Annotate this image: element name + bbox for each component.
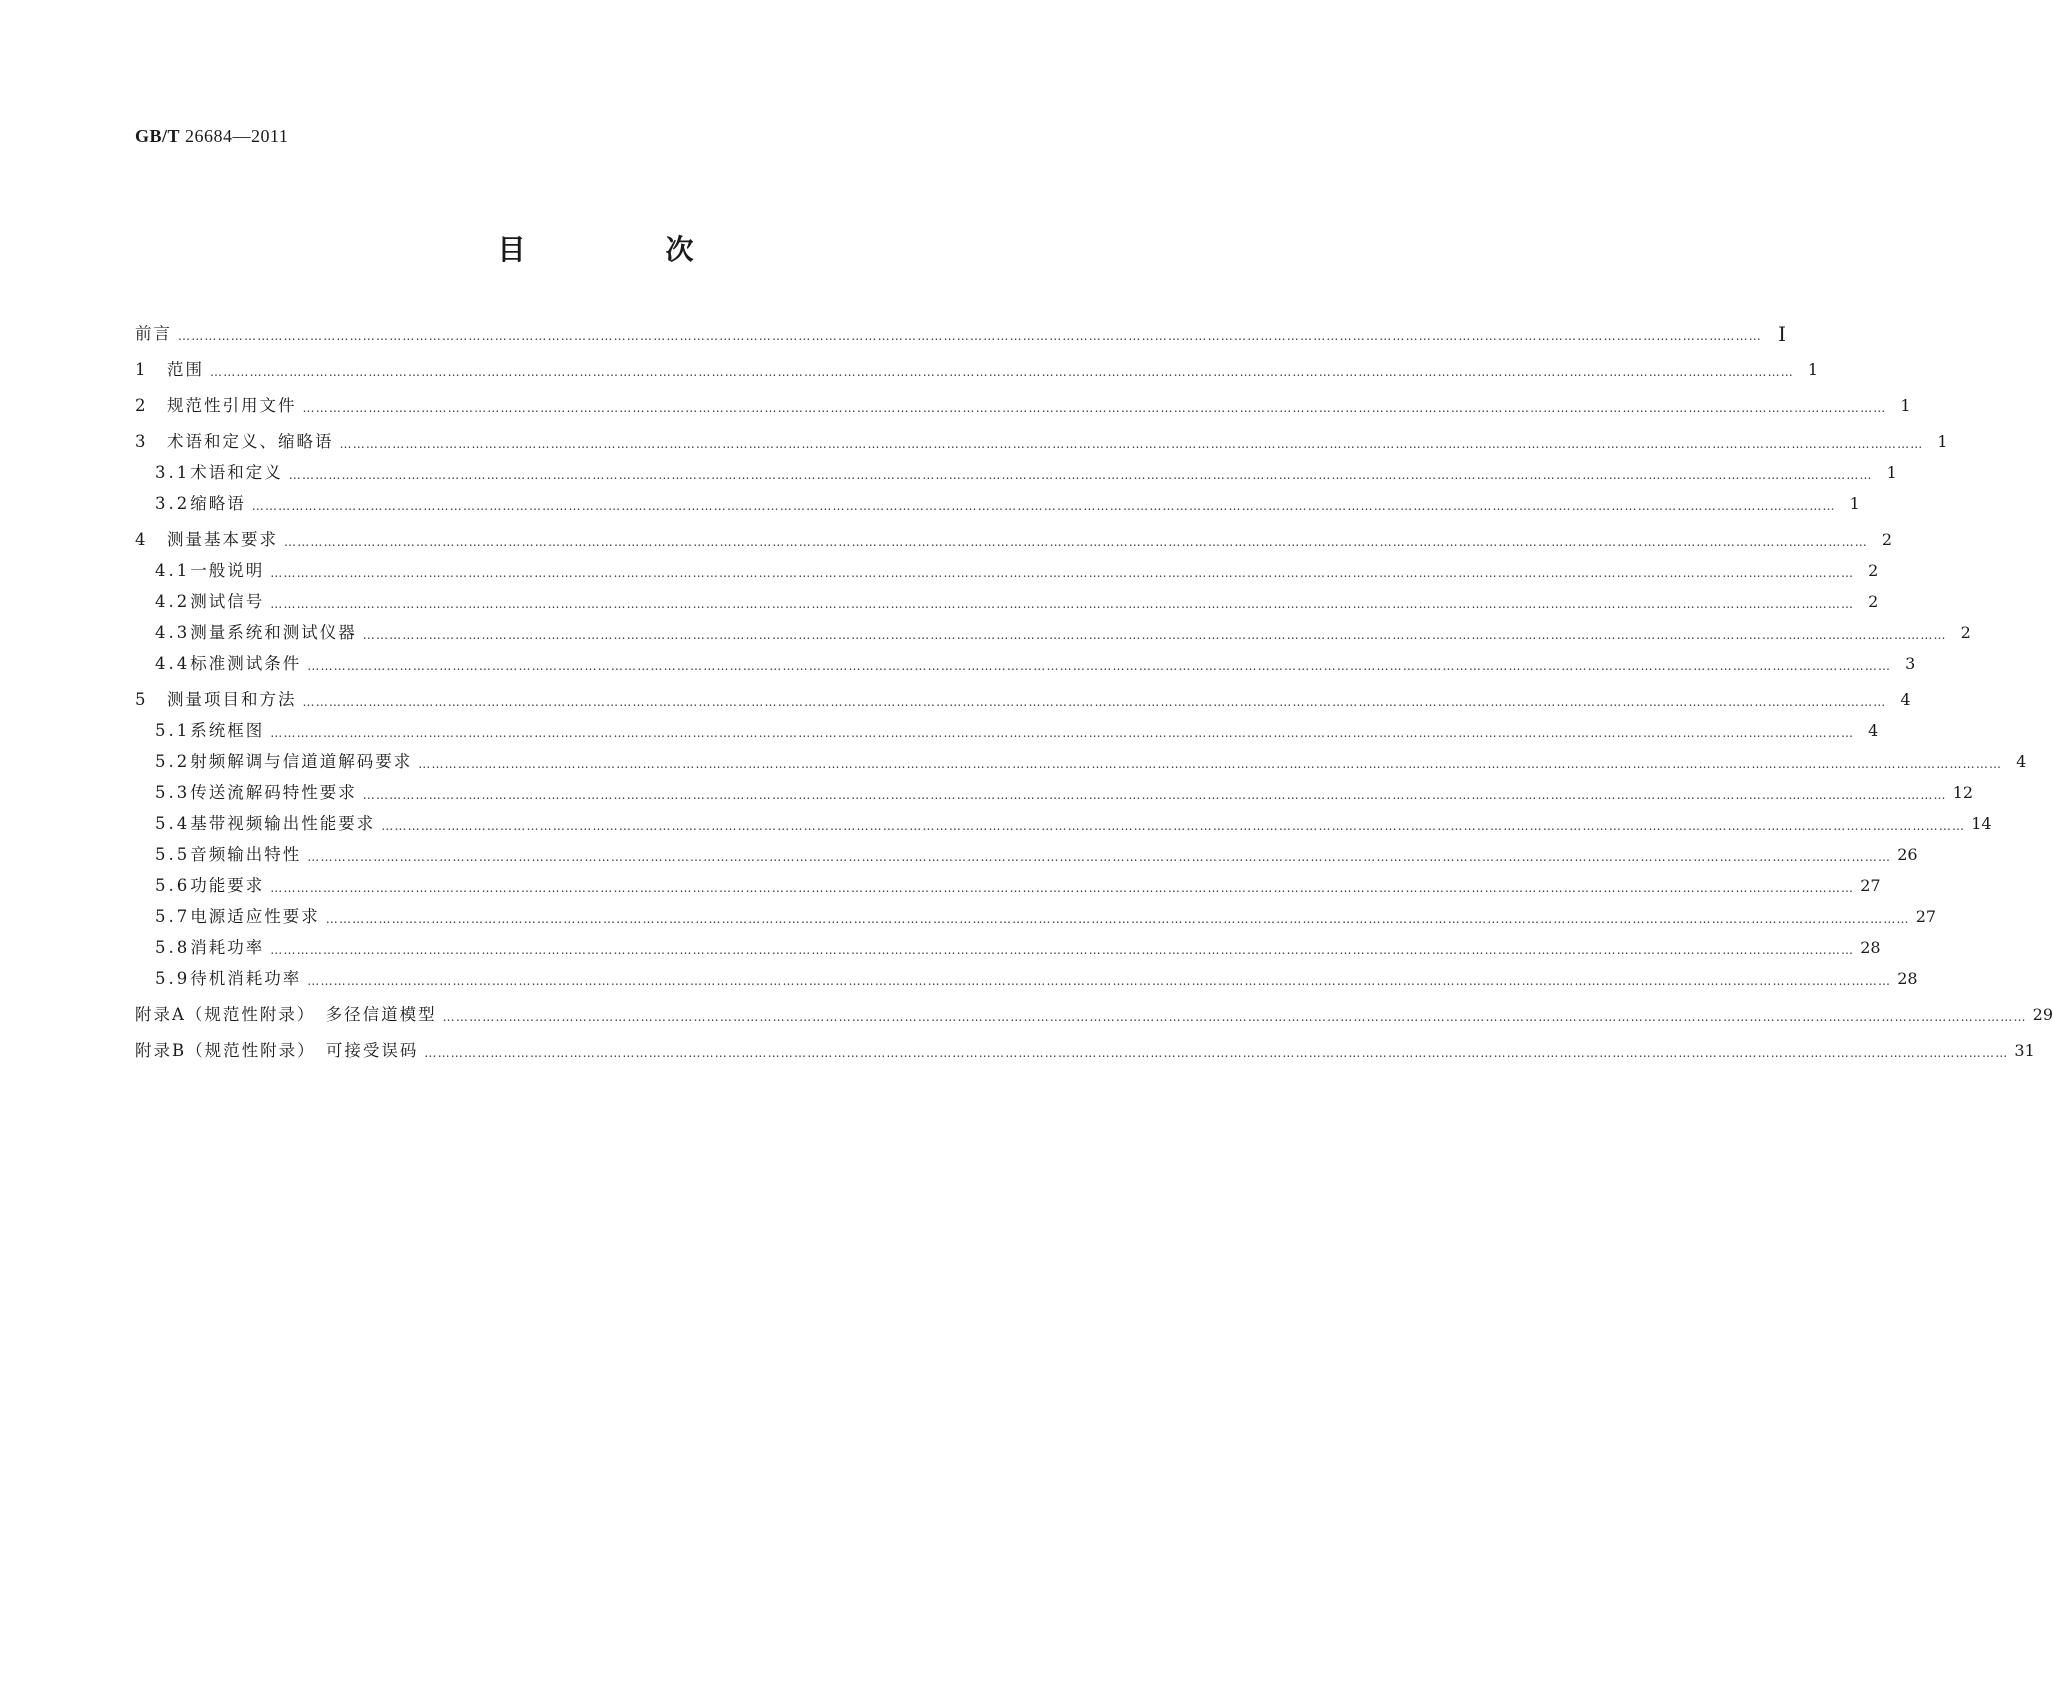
document-code-number: 26684—2011 [185, 126, 289, 146]
toc-entry-label: 前言 [135, 324, 172, 343]
document-code-prefix: GB/T [135, 126, 181, 146]
toc-entry-label: 基带视频输出性能要求 [190, 814, 376, 833]
toc-entry-page: 2 [1960, 623, 1971, 642]
toc-entry[interactable] [135, 396, 1911, 416]
toc-entry-number: 4.4 [155, 654, 191, 673]
toc-entry-number: 3.1 [155, 463, 191, 482]
toc-entry-label: 附录B（规范性附录） 可接受误码 [135, 1041, 419, 1060]
toc-entry-number: 4.2 [155, 592, 191, 611]
toc-entry-number: 5 [135, 690, 149, 709]
toc-entry-label: 传送流解码特性要求 [190, 783, 357, 802]
toc-entry-number: 5.9 [155, 969, 191, 988]
toc-entry-number: 5.1 [155, 721, 191, 740]
toc-dot-leader: ……………………………………………………………………………………………………………………………………………………………………………………………………………………………………………………………………………………………………………………………… [270, 881, 1855, 895]
toc-entry-label: 消耗功率 [190, 938, 265, 957]
toc-entry-number: 5.4 [155, 814, 191, 833]
toc-dot-leader: ……………………………………………………………………………………………………………………………………………………………………………………………………………………………………………………………………………………………………………………………… [307, 850, 1892, 864]
toc-entry-page: 28 [1897, 969, 1918, 988]
toc-entry[interactable] [135, 360, 1818, 380]
toc-entry-label: 电源适应性要求 [190, 907, 320, 926]
toc-dot-leader: ……………………………………………………………………………………………………………………………………………………………………………………………………………………………………………………………………………………………………………………………… [270, 566, 1855, 580]
toc-entry-page: Ⅰ [1778, 322, 1786, 346]
toc-dot-leader: ……………………………………………………………………………………………………………………………………………………………………………………………………………………………………………………………………………………………………………………………… [325, 912, 1910, 926]
toc-entry[interactable] [135, 623, 1971, 643]
toc-entry-page: 4 [1900, 690, 1911, 709]
toc-entry[interactable] [135, 432, 1948, 452]
toc-dot-leader: ……………………………………………………………………………………………………………………………………………………………………………………………………………………………………………………………………………………………………………………………… [270, 943, 1855, 957]
toc-entry[interactable] [135, 654, 1916, 674]
toc-entry-page: 27 [1860, 876, 1881, 895]
toc-entry-label: 术语和定义 [190, 463, 283, 482]
toc-entry[interactable] [135, 592, 1879, 612]
toc-dot-leader: ……………………………………………………………………………………………………………………………………………………………………………………………………………………………………………………………………………………………………………………………… [307, 659, 1892, 673]
toc-entry-number: 4.3 [155, 623, 191, 642]
toc-dot-leader: ……………………………………………………………………………………………………………………………………………………………………………………………………………………………………………………………………………………………………………………………… [302, 401, 1887, 415]
toc-entry-label: 测量项目和方法 [167, 690, 297, 709]
toc-dot-leader: ……………………………………………………………………………………………………………………………………………………………………………………………………………………………………………………………………………………………………………………………… [442, 1010, 2027, 1024]
toc-entry-label: 测试信号 [190, 592, 265, 611]
toc-entry[interactable] [135, 969, 1918, 989]
toc-entry-label: 规范性引用文件 [167, 396, 297, 415]
toc-entry-page: 1 [1886, 463, 1897, 482]
toc-entry-number: 5.8 [155, 938, 191, 957]
toc-dot-leader: ……………………………………………………………………………………………………………………………………………………………………………………………………………………………………………………………………………………………………………………………… [270, 726, 1855, 740]
toc-dot-leader: ……………………………………………………………………………………………………………………………………………………………………………………………………………………………………………………………………………………………………………………………… [270, 597, 1855, 611]
toc-entry-page: 12 [1952, 783, 1974, 802]
toc-entry[interactable] [135, 530, 1892, 550]
toc-entry-page: 3 [1905, 654, 1916, 673]
toc-entry-label: 一般说明 [190, 561, 265, 580]
toc-entry-label: 系统框图 [190, 721, 265, 740]
toc-dot-leader: ……………………………………………………………………………………………………………………………………………………………………………………………………………………………………………………………………………………………………………………………… [251, 499, 1836, 513]
toc-entry-number: 3 [135, 432, 149, 451]
toc-entry-page: 1 [1900, 396, 1911, 415]
toc-entry[interactable] [135, 876, 1881, 896]
toc-entry-page: 1 [1849, 494, 1860, 513]
toc-entry[interactable] [135, 690, 1911, 710]
toc-dot-leader: ……………………………………………………………………………………………………………………………………………………………………………………………………………………………………………………………………………………………………………………………… [178, 329, 1762, 343]
toc-entry-page: 31 [2014, 1041, 2035, 1060]
toc-dot-leader: ……………………………………………………………………………………………………………………………………………………………………………………………………………………………………………………………………………………………………………………………… [302, 695, 1887, 709]
toc-entry[interactable] [135, 907, 1937, 927]
toc-entry[interactable] [135, 721, 1879, 741]
toc-entry-number: 5.6 [155, 876, 191, 895]
toc-entry-number: 1 [135, 360, 149, 379]
toc-dot-leader: ……………………………………………………………………………………………………………………………………………………………………………………………………………………………………………………………………………………………………………………………… [339, 437, 1924, 451]
toc-entry-number: 5.3 [155, 783, 191, 802]
toc-entry-number: 4 [135, 530, 149, 549]
toc-entry-number: 5.2 [155, 752, 191, 771]
toc-entry[interactable] [135, 463, 1897, 483]
toc-dot-leader: ……………………………………………………………………………………………………………………………………………………………………………………………………………………………………………………………………………………………………………………………… [362, 788, 1947, 802]
toc-entry-page: 1 [1807, 360, 1818, 379]
toc-entry-label: 术语和定义、缩略语 [167, 432, 334, 451]
toc-entry-page: 2 [1868, 561, 1879, 580]
toc-entry-page: 1 [1937, 432, 1948, 451]
toc-entry[interactable] [135, 494, 1860, 514]
toc-entry-label: 附录A（规范性附录） 多径信道模型 [135, 1005, 437, 1024]
toc-entry-page: 28 [1860, 938, 1881, 957]
toc-entry-page: 2 [1881, 530, 1892, 549]
toc-dot-leader: ……………………………………………………………………………………………………………………………………………………………………………………………………………………………………………………………………………………………………………………………… [288, 468, 1873, 482]
toc-entry-page: 14 [1971, 814, 1992, 833]
toc-entry-label: 标准测试条件 [190, 654, 302, 673]
toc-entry-label: 缩略语 [190, 494, 246, 513]
toc-entry-number: 5.7 [155, 907, 191, 926]
toc-entry[interactable] [135, 752, 2027, 772]
toc-entry-page: 2 [1868, 592, 1879, 611]
toc-dot-leader: ……………………………………………………………………………………………………………………………………………………………………………………………………………………………………………………………………………………………………………………………… [307, 974, 1892, 988]
toc-dot-leader: ……………………………………………………………………………………………………………………………………………………………………………………………………………………………………………………………………………………………………………………………… [362, 628, 1947, 642]
toc-entry[interactable] [135, 322, 1786, 346]
toc-entry-page: 29 [2032, 1005, 2053, 1024]
toc-entry-label: 测量系统和测试仪器 [190, 623, 357, 642]
toc-entry[interactable] [135, 845, 1918, 865]
toc-entry-label: 功能要求 [190, 876, 265, 895]
toc-entry[interactable] [135, 1041, 2035, 1061]
toc-dot-leader: ……………………………………………………………………………………………………………………………………………………………………………………………………………………………………………………………………………………………………………………………… [424, 1046, 2009, 1060]
toc-dot-leader: ……………………………………………………………………………………………………………………………………………………………………………………………………………………………………………………………………………………………………………………………… [381, 819, 1966, 833]
toc-title: 目 次 [497, 233, 750, 266]
toc-entry-label: 音频输出特性 [190, 845, 302, 864]
toc-entry[interactable] [135, 814, 1992, 834]
toc-entry-label: 范围 [167, 360, 204, 379]
toc-entry-page: 4 [1868, 721, 1879, 740]
toc-entry-label: 测量基本要求 [167, 530, 278, 549]
toc-entry-label: 射频解调与信道道解码要求 [190, 752, 413, 771]
toc-dot-leader: ……………………………………………………………………………………………………………………………………………………………………………………………………………………………………………………………………………………………………………………………… [210, 365, 1794, 379]
toc-entry[interactable] [135, 783, 1974, 803]
toc-entry-number: 5.5 [155, 845, 191, 864]
toc-entry[interactable] [135, 938, 1881, 958]
toc-entry-label: 待机消耗功率 [190, 969, 302, 988]
toc-entry-page: 26 [1897, 845, 1918, 864]
toc-entry[interactable] [135, 1005, 2053, 1025]
table-of-contents [135, 322, 2053, 1061]
document-code [135, 126, 288, 147]
toc-entry-number: 3.2 [155, 494, 191, 513]
toc-dot-leader: ……………………………………………………………………………………………………………………………………………………………………………………………………………………………………………………………………………………………………………………………… [418, 757, 2003, 771]
toc-entry-page: 4 [2016, 752, 2027, 771]
toc-dot-leader: ……………………………………………………………………………………………………………………………………………………………………………………………………………………………………………………………………………………………………………………………… [284, 535, 1868, 549]
toc-entry-page: 27 [1915, 907, 1937, 926]
toc-entry[interactable] [135, 561, 1879, 581]
toc-entry-number: 4.1 [155, 561, 191, 580]
toc-entry-number: 2 [135, 396, 149, 415]
